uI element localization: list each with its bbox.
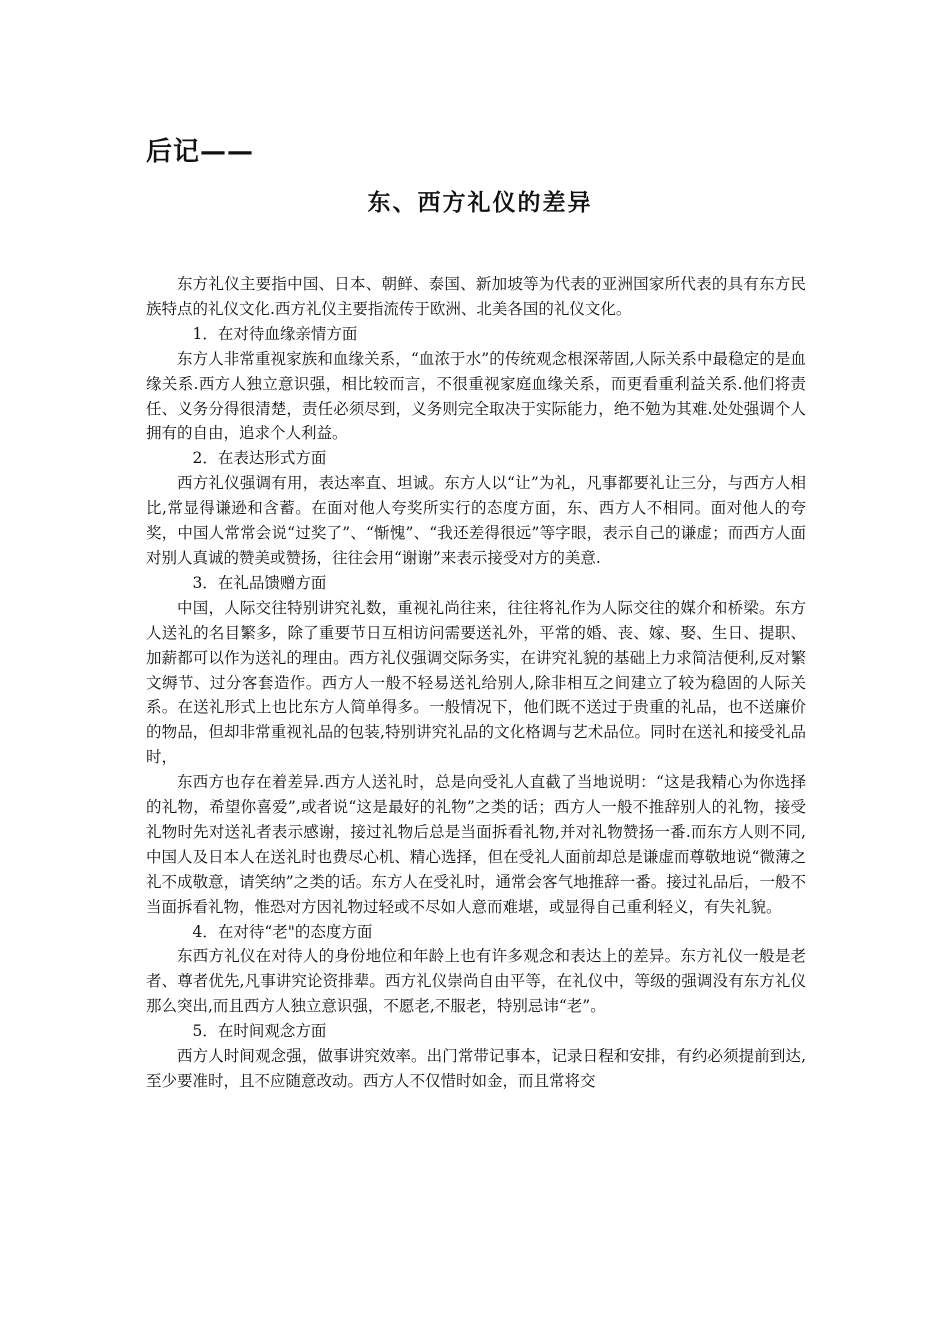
section-heading-1: 1．在对待血缘亲情方面: [192, 324, 358, 343]
section-heading-4: 4．在对待“老"的态度方面: [192, 922, 373, 941]
document-body: [146, 272, 806, 1094]
document-title: [0, 184, 950, 217]
document-title-text: 东、西方礼仪的差异: [367, 190, 593, 216]
paragraph-age: 东西方礼仪在对待人的身份地位和年龄上也有许多观念和表达上的差异。东方礼仪一般是老者、尊者优先,凡事讲究论资排辈。西方礼仪崇尚自由平等，在礼仪中，等级的强调没有东方礼仪那么突出,而且西方人独立意识强，不愿老,不服老，特别忌讳“老”。: [146, 947, 806, 1016]
paragraph-intro: 东方礼仪主要指中国、日本、朝鲜、泰国、新加坡等为代表的亚洲国家所代表的具有东方民族特点的礼仪文化.西方礼仪主要指流传于欧洲、北美各国的礼仪文化。: [146, 275, 806, 318]
section-heading-5: 5．在时间观念方面: [192, 1022, 327, 1041]
section-heading-3: 3．在礼品馈赠方面: [192, 573, 327, 592]
paragraph-blood-relations: 东方人非常重视家族和血缘关系，“血浓于水”的传统观念根深蒂固,人际关系中最稳定的是血缘关系.西方人独立意识强，相比较而言，不很重视家庭血缘关系，而更看重利益关系.他们将责任、义务分得很清楚，责任必须尽到，义务则完全取决于实际能力，绝不勉为其难.处处强调个人拥有的自由，追求个人利益。: [146, 349, 806, 443]
paragraph-gifts-continued: 东西方也存在着差异.西方人送礼时，总是向受礼人直截了当地说明：“这是我精心为你选择的礼物，希望你喜爱”,或者说“这是最好的礼物”之类的话；西方人一般不推辞别人的礼物，接受礼物时先对送礼者表示感谢，接过礼物后总是当面拆看礼物,并对礼物赞扬一番.而东方人则不同,中国人及日本人在送礼时也费尽心机、精心选择，但在受礼人面前却总是谦虚而尊敬地说“微薄之礼不成敬意，请笑纳”之类的话。东方人在受礼时，通常会客气地推辞一番。接过礼品后，一般不当面拆看礼物，惟恐对方因礼物过轻或不尽如人意而难堪，或显得自己重利轻义，有失礼貌。: [146, 773, 806, 916]
paragraph-time: 西方人时间观念强，做事讲究效率。出门常带记事本，记录日程和安排，有约必须提前到达,至少要准时，且不应随意改动。西方人不仅惜时如金，而且常将交: [146, 1047, 806, 1090]
paragraph-expression: 西方礼仪强调有用，表达率直、坦诚。东方人以“让”为礼，凡事都要礼让三分，与西方人相比,常显得谦逊和含蓄。在面对他人夸奖所实行的态度方面，东、西方人不相同。面对他人的夸奖，中国人常常会说“过奖了”、“惭愧”、“我还差得很远”等字眼，表示自己的谦虚；而西方人面对别人真诚的赞美或赞扬，往往会用“谢谢”来表示接受对方的美意.: [146, 474, 806, 567]
paragraph-gifts: 中国，人际交往特别讲究礼数，重视礼尚往来，往往将礼作为人际交往的媒介和桥梁。东方人送礼的名目繁多，除了重要节日互相访问需要送礼外，平常的婚、丧、嫁、娶、生日、提职、加薪都可以作为送礼的理由。西方礼仪强调交际务实，在讲究礼貌的基础上力求简洁便利,反对繁文缛节、过分客套造作。西方人一般不轻易送礼给别人,除非相互之间建立了较为稳固的人际关系。在送礼形式上也比东方人简单得多。一般情况下，他们既不送过于贵重的礼品，也不送廉价的物品，但却非常重视礼品的包装,特别讲究礼品的文化格调与艺术品位。同时在送礼和接受礼品时，: [146, 598, 806, 767]
afterword-heading: 后记——: [146, 137, 255, 167]
section-heading-2: 2．在表达形式方面: [192, 449, 327, 468]
